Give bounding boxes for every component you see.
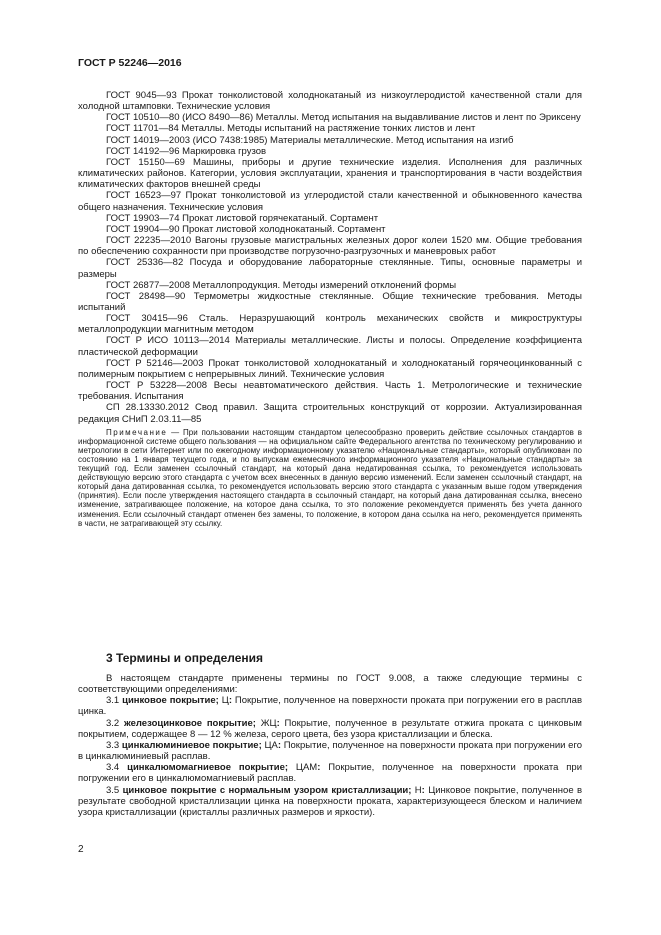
term-number: 3.4 xyxy=(106,762,128,774)
term-name: железоцинковое покрытие; xyxy=(124,717,256,729)
term-abbr: ЦА xyxy=(261,739,278,751)
term-abbr: ЦАМ xyxy=(288,762,318,774)
term-abbr: ЖЦ xyxy=(255,717,277,729)
page-number: 2 xyxy=(78,844,84,855)
term-colon: : xyxy=(276,717,280,729)
reference-item: ГОСТ 15150—69 Машины, приборы и другие технические изделия. Исполнения для различных климатических районов. Категории, условия эксплуатации, хранения и транспортирования в части воздействия климатических факторов внешней среды xyxy=(78,156,582,191)
term-definition xyxy=(78,695,582,717)
term-definition xyxy=(78,740,582,762)
term-definition xyxy=(78,762,582,784)
running-header: ГОСТ Р 52246—2016 xyxy=(78,57,182,69)
term-colon: : xyxy=(317,762,321,774)
reference-item: ГОСТ 9045—93 Прокат тонколистовой холоднокатаный из низкоуглеродистой качественной стали для холодной штамповки. Технические условия xyxy=(78,90,582,113)
note-text: — При пользовании настоящим стандартом целесообразно проверить действие ссылочных стандартов в информационной системе общего пользования — на официальном сайте Федерального агентства по техническому регулированию и метрологии в сети Интернет или по ежегодному информационному указателю «Национальные стандарты», который опубликован по состоянию на 1 января текущего года, и по выпускам ежемесячного информационного указателя «Национальные стандарты» за текущий год. Если заменен ссылочный стандарт, на который дана недатированная ссылка, то рекомендуется использовать действующую версию этого стандарта с учетом всех внесенных в данную версию изменений. Если заменен ссылочный стандарт, на который дана датированная ссылка, то рекомендуется использовать версию этого стандарта с указанным выше годом утверждения (принятия). Если после утверждения настоящего стандарта в ссылочный стандарт, на который дана датированная ссылка, внесено изменение, затрагивающее положение, на которое дана ссылка, то это положение рекомендуется применять без учета данного изменения. Если ссылочный стандарт отменен без замены, то положение, в котором дана ссылка на него, рекомендуется применять в части, не затрагивающей эту ссылку. xyxy=(78,427,582,528)
reference-item: ГОСТ 14019—2003 (ИСО 7438:1985) Материалы металлические. Метод испытания на изгиб xyxy=(106,134,514,146)
reference-item: ГОСТ 10510—80 (ИСО 8490—86) Металлы. Метод испытания на выдавливание листов и лент по Эриксену xyxy=(106,112,581,124)
reference-item: ГОСТ 19903—74 Прокат листовой горячекатаный. Сортамент xyxy=(106,212,379,224)
reference-item: СП 28.13330.2012 Свод правил. Защита строительных конструкций от коррозии. Актуализированная редакция СНиП 2.03.11—85 xyxy=(78,402,582,425)
term-number: 3.2 xyxy=(106,717,124,729)
reference-item: ГОСТ 16523—97 Прокат тонколистовой из углеродистой стали качественной и обыкновенного качества общего назначения. Технические условия xyxy=(78,190,582,213)
term-colon: : xyxy=(421,784,425,796)
reference-item: ГОСТ 19904—90 Прокат листовой холоднокатаный. Сортамент xyxy=(106,223,386,235)
terms-section xyxy=(78,673,582,818)
reference-item: ГОСТ 30415—96 Сталь. Неразрушающий контроль механических свойств и микроструктуры металлопродукции магнитным методом xyxy=(78,313,582,336)
note-paragraph xyxy=(78,428,582,528)
term-number: 3.3 xyxy=(106,739,122,751)
reference-item: ГОСТ Р 52146—2003 Прокат тонколистовой холоднокатаный и холоднокатаный горячеоцинкованный с полимерным покрытием с непрерывных линий. Технические условия xyxy=(78,357,582,380)
reference-item: ГОСТ 25336—82 Посуда и оборудование лабораторные стеклянные. Типы, основные параметры и размеры xyxy=(78,257,582,280)
normative-references xyxy=(78,90,582,528)
term-text: Покрытие, полученное на поверхности проката при погружении его в расплав цинка. xyxy=(78,695,582,718)
term-name: цинкалюминиевое покрытие; xyxy=(121,739,262,751)
term-definition xyxy=(78,785,582,818)
reference-item: ГОСТ Р 53228—2008 Весы неавтоматического действия. Часть 1. Метрологические и технические требования. Испытания xyxy=(78,380,582,403)
reference-item: ГОСТ 26877—2008 Металлопродукция. Методы измерений отклонений формы xyxy=(106,279,457,291)
reference-item: ГОСТ 28498—90 Термометры жидкостные стеклянные. Общие технические требования. Методы испытаний xyxy=(78,290,582,313)
term-name: цинковое покрытие; xyxy=(122,695,219,707)
term-abbr: Ц xyxy=(218,695,229,707)
reference-item: ГОСТ 22235—2010 Вагоны грузовые магистральных железных дорог колеи 1520 мм. Общие требования по обеспечению сохранности при производстве погрузочно-разгрузочных и маневровых работ xyxy=(78,235,582,258)
term-definition xyxy=(78,718,582,740)
term-abbr: Н xyxy=(411,784,422,796)
term-name: цинкалюмомагниевое покрытие; xyxy=(127,762,289,774)
section-heading: 3 Термины и определения xyxy=(106,651,264,665)
term-colon: : xyxy=(228,695,232,707)
term-text: Покрытие, полученное в результате отжига проката с цинковым покрытием, содержащее 8 — 12 % железа, серого цвета, без узора кристаллизации и блеска. xyxy=(78,717,582,740)
term-name: цинковое покрытие с нормальным узором кристаллизации; xyxy=(122,784,412,796)
reference-item: ГОСТ 14192—96 Маркировка грузов xyxy=(106,145,267,157)
term-number: 3.5 xyxy=(106,784,123,796)
term-colon: : xyxy=(277,739,281,751)
section-intro: В настоящем стандарте применены термины по ГОСТ 9.008, а также следующие термины с соответствующими определениями: xyxy=(78,673,582,696)
note-label: Примечание xyxy=(106,427,168,437)
reference-item: ГОСТ 11701—84 Металлы. Методы испытаний на растяжение тонких листов и лент xyxy=(106,123,476,135)
reference-item: ГОСТ Р ИСО 10113—2014 Материалы металлические. Листы и полосы. Определение коэффициента пластической деформации xyxy=(78,335,582,358)
term-text: Покрытие, полученное на поверхности проката при погружении его в цинкалюмомагниевый расплав. xyxy=(78,762,583,785)
term-number: 3.1 xyxy=(106,695,123,707)
term-text: Цинковое покрытие, полученное в результате свободной кристаллизации цинка на поверхности проката, характеризующееся блеском и наличием узора кристаллизации (кристаллы различных размеров и яркости). xyxy=(78,784,583,818)
term-text: Покрытие, полученное на поверхности проката при погружении его в цинкалюминиевый расплав. xyxy=(78,739,582,763)
